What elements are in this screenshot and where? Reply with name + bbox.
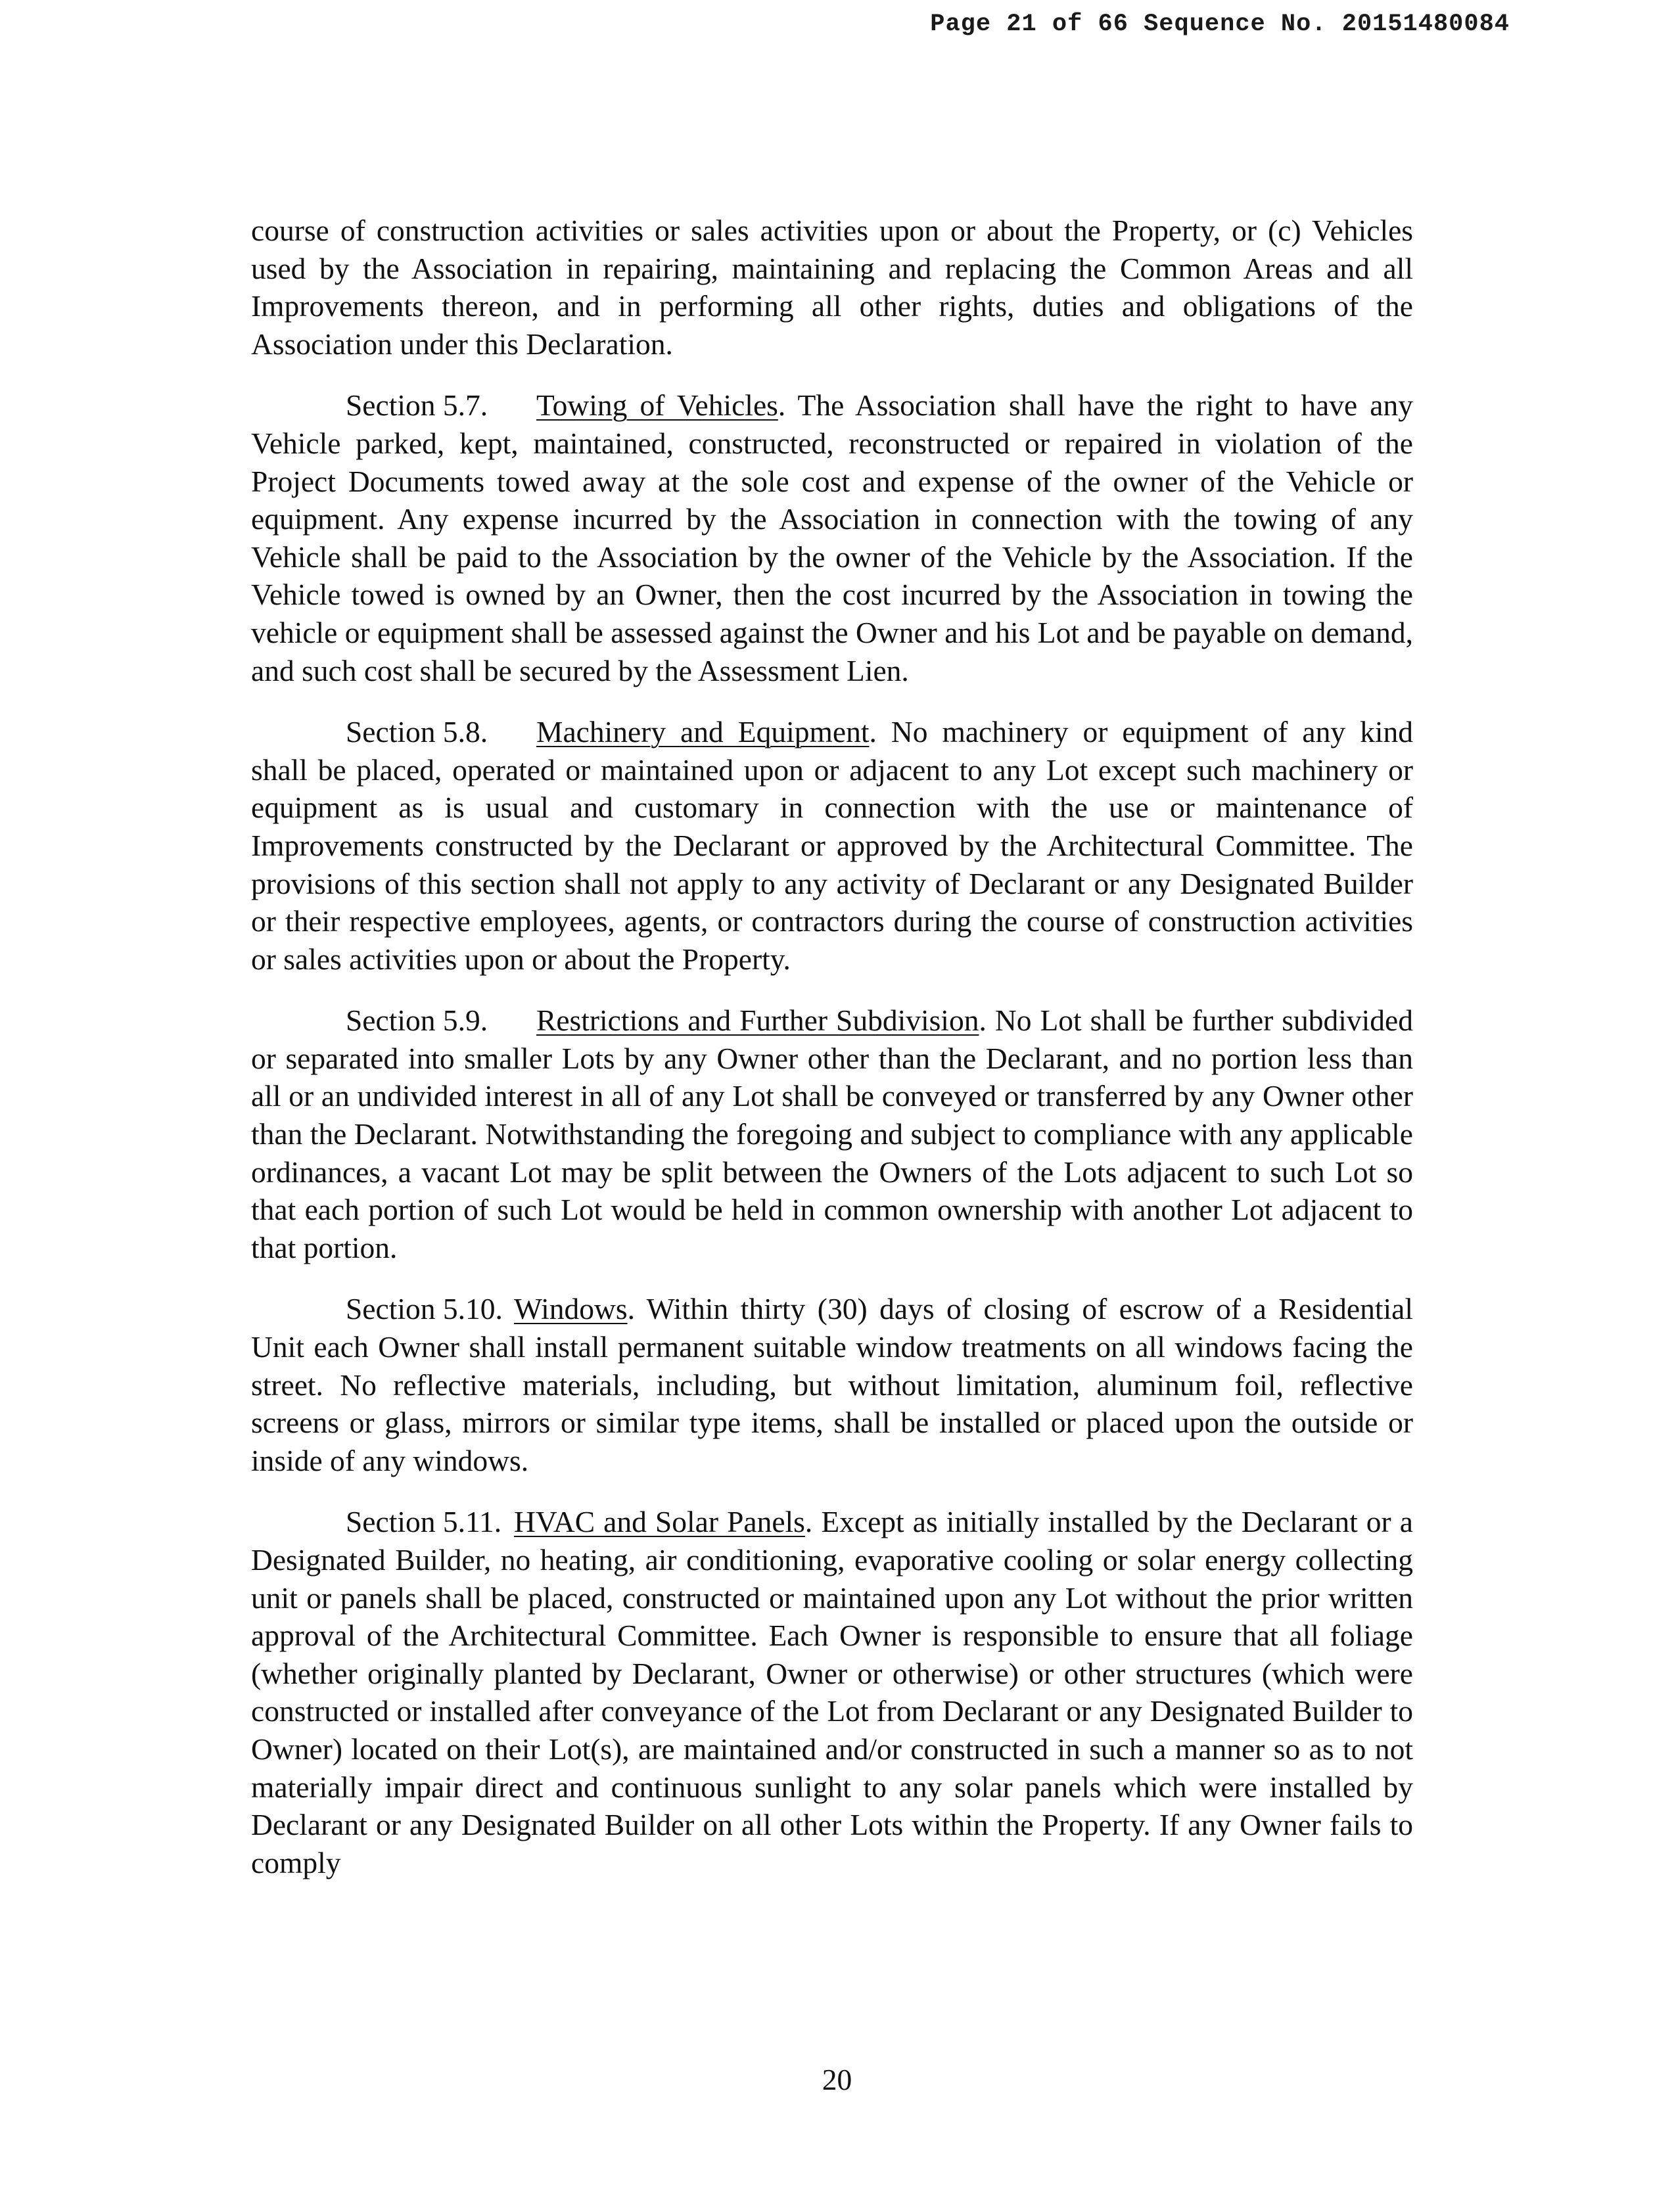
- section-title: Restrictions and Further Subdivision: [536, 1003, 979, 1038]
- section-body: . The Association shall have the right to have any Vehicle parked, kept, maintained, constructed, reconstructed or repaired in violation of the Project Documents towed away at the sole cost and expense of the owner of the Vehicle or equipment. Any expense incurred by the Association in connection with the towing of any Vehicle shall be paid to the Association by the owner of the Vehicle by the Association. If the Vehicle towed is owned by an Owner, then the cost incurred by the Association in towing the vehicle or equipment shall be assessed against the Owner and his Lot and be payable on demand, and such cost shall be secured by the Assessment Lien.: [251, 388, 1413, 687]
- section-5-8: [251, 713, 1413, 978]
- page-number: 20: [822, 2063, 852, 2096]
- section-number: Section 5.7.: [346, 388, 488, 423]
- section-5-10: [251, 1290, 1413, 1479]
- continuation-paragraph: course of construction activities or sales activities upon or about the Property, or (c) Vehicles used by the Association in repairing, maintaining and replacing the Common Areas and all Improvements thereon, and in performing all other rights, duties and obligations of the Association under this Declaration.: [251, 214, 1413, 361]
- document-body: [251, 212, 1413, 1905]
- section-5-11: [251, 1503, 1413, 1881]
- section-5-7: [251, 386, 1413, 689]
- section-number: Section 5.10.: [346, 1292, 503, 1326]
- section-title: Towing of Vehicles: [536, 388, 778, 423]
- page-header: Page 21 of 66 Sequence No. 20151480084: [930, 11, 1510, 38]
- section-body: . No Lot shall be further subdivided or separated into smaller Lots by any Owner other than the Declarant, and no portion less than all or an undivided interest in all of any Lot shall be conveyed or transferred by any Owner other than the Declarant. Notwithstanding the foregoing and subject to compliance with any applicable ordinances, a vacant Lot may be split between the Owners of the Lots adjacent to such Lot so that each portion of such Lot would be held in common ownership with another Lot adjacent to that portion.: [251, 1003, 1413, 1264]
- section-title: Windows: [514, 1292, 628, 1326]
- section-body: . Within thirty (30) days of closing of escrow of a Residential Unit each Owner shall install permanent suitable window treatments on all windows facing the street. No reflective materials, including, but without limitation, aluminum foil, reflective screens or glass, mirrors or similar type items, shall be installed or placed upon the outside or inside of any windows.: [251, 1292, 1413, 1477]
- section-5-9: [251, 1002, 1413, 1266]
- section-body: . No machinery or equipment of any kind shall be placed, operated or maintained upon or adjacent to any Lot except such machinery or equipment as is usual and customary in connection with the use or maintenance of Improvements constructed by the Declarant or approved by the Architectural Committee. The provisions of this section shall not apply to any activity of Declarant or any Designated Builder or their respective employees, agents, or contractors during the course of construction activities or sales activities upon or about the Property.: [251, 715, 1413, 976]
- section-title: HVAC and Solar Panels: [514, 1505, 805, 1539]
- section-number: Section 5.9.: [346, 1003, 488, 1038]
- section-body: . Except as initially installed by the Declarant or a Designated Builder, no heating, air conditioning, evaporative cooling or solar energy collecting unit or panels shall be placed, constructed or maintained upon any Lot without the prior written approval of the Architectural Committee. Each Owner is responsible to ensure that all foliage (whether originally planted by Declarant, Owner or otherwise) or other structures (which were constructed or installed after conveyance of the Lot from Declarant or any Designated Builder to Owner) located on their Lot(s), are maintained and/or constructed in such a manner so as to not materially impair direct and continuous sunlight to any solar panels which were installed by Declarant or any Designated Builder on all other Lots within the Property. If any Owner fails to comply: [251, 1505, 1413, 1879]
- section-number: Section 5.8.: [346, 715, 488, 749]
- section-number: Section 5.11.: [346, 1505, 502, 1539]
- section-title: Machinery and Equipment: [536, 715, 870, 749]
